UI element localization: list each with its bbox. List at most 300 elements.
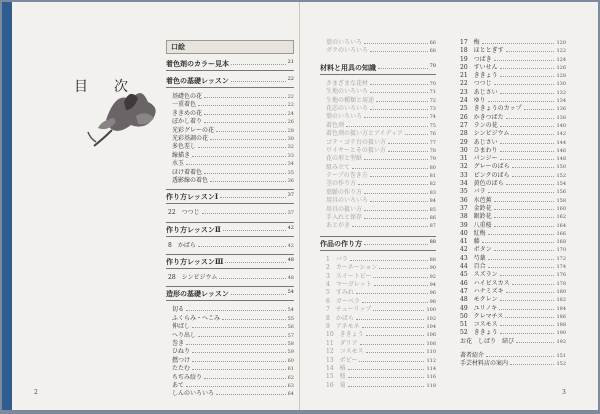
dot-leader	[494, 55, 555, 61]
toc-entry-title: 手入れと保存	[326, 214, 363, 222]
toc-entry-page: 88	[429, 256, 436, 263]
toc-entry-page: 55	[287, 315, 294, 322]
dot-leader	[350, 255, 428, 261]
dot-leader	[505, 312, 554, 318]
toc-entry-title: 50 クレマチス	[460, 312, 504, 320]
toc-entry	[320, 263, 436, 271]
toc-entry-page: 126	[556, 64, 566, 71]
dot-leader	[364, 154, 428, 160]
toc-entry	[166, 159, 294, 167]
toc-entry-page: 59	[287, 349, 294, 356]
dot-leader	[352, 163, 428, 169]
toc-entry-title: たたむ	[172, 365, 191, 373]
toc-entry-page: 176	[556, 272, 566, 279]
toc-entry-title: 30 ひまわり	[460, 146, 498, 154]
toc-entry-title: ちぢみ絞り	[172, 373, 203, 381]
dot-leader	[231, 59, 286, 65]
toc-entry-page: 76	[429, 131, 436, 138]
dot-leader	[186, 381, 286, 387]
dot-leader	[405, 129, 428, 135]
toc-entry-title: 13 ポピー	[326, 356, 358, 364]
toc-entry	[454, 287, 566, 295]
dot-leader	[216, 126, 286, 132]
toc-entry-title: 16 菊	[326, 381, 346, 389]
dot-leader	[358, 179, 428, 185]
dot-leader	[494, 245, 555, 251]
toc-entry-page: 78	[429, 147, 436, 154]
book-spread	[2, 0, 598, 414]
toc-entry	[320, 112, 436, 120]
toc-entry-page: 26	[287, 119, 294, 126]
toc-entry-title: 生地のいろいろ	[326, 88, 369, 96]
toc-entry-page: 75	[429, 122, 436, 129]
toc-entry-page: 58	[287, 341, 294, 348]
toc-entry	[454, 154, 566, 162]
toc-entry	[320, 121, 436, 129]
dot-leader	[379, 263, 427, 269]
toc-entry	[166, 389, 294, 397]
toc-entry-title: さまざまな花材	[326, 79, 369, 87]
toc-section-heading	[166, 254, 294, 269]
toc-entry-title: 9 アネモネ	[326, 322, 360, 330]
toc-entry	[166, 176, 294, 184]
toc-entry	[320, 255, 436, 263]
toc-entry-title: 22 つつじ	[168, 209, 200, 217]
toc-entry-title: 41 藤	[460, 238, 480, 246]
toc-entry-title: 花の形と型紙	[326, 155, 363, 163]
toc-entry-title: ふくらみ・へこみ	[172, 314, 221, 322]
page-edge-strip	[2, 2, 12, 410]
toc-entry	[320, 372, 436, 380]
toc-entry	[454, 55, 566, 63]
toc-section-heading	[166, 76, 294, 88]
toc-entry-title: 1 バラ	[326, 255, 348, 263]
toc-entry-page: 82	[429, 181, 436, 188]
dot-leader	[500, 88, 555, 94]
dot-leader	[348, 372, 425, 378]
toc-entry	[320, 46, 436, 54]
toc-entry	[454, 237, 566, 245]
toc-entry-title: 43 芍薬	[460, 254, 486, 262]
section-title: 造形の基礎レッスン	[166, 289, 229, 299]
toc-entry-page: 85	[429, 206, 436, 213]
toc-entry-title: 5 すみれ	[326, 289, 354, 297]
toc-entry-title: 水玉	[172, 160, 185, 168]
toc-entry-page: 80	[429, 164, 436, 171]
toc-entry	[320, 196, 436, 204]
toc-entry-title: 35 バラ	[460, 188, 486, 196]
dot-leader	[348, 381, 425, 387]
toc-entry	[454, 179, 566, 187]
toc-entry	[454, 262, 566, 270]
dot-leader	[231, 289, 286, 295]
toc-entry-title: 撚つけ	[172, 356, 191, 364]
toc-entry-page: 144	[556, 139, 566, 146]
toc-entry	[320, 188, 436, 196]
toc-entry-page: 77	[429, 139, 436, 146]
dot-leader	[348, 364, 425, 370]
toc-entry-title: 光彩基調の花	[172, 134, 209, 142]
toc-section-heading	[320, 63, 436, 75]
dot-leader	[500, 328, 555, 334]
dot-leader	[378, 63, 428, 69]
dot-leader	[506, 287, 555, 293]
toc-entry-page: 34	[287, 161, 294, 168]
toc-entry-page: 57	[287, 332, 294, 339]
toc-entry-page: 120	[556, 40, 566, 46]
toc-entry-title: へり出し	[172, 331, 197, 339]
toc-entry-page: 122	[556, 48, 566, 55]
toc-entry	[166, 305, 294, 313]
toc-entry-page: 106	[426, 332, 436, 339]
toc-entry	[454, 221, 566, 229]
dot-leader	[388, 138, 428, 144]
toc-entry	[320, 163, 436, 171]
toc-entry	[166, 92, 294, 100]
dot-leader	[500, 270, 555, 276]
toc-entry-title: 7 チューリップ	[326, 306, 372, 314]
dot-leader	[186, 305, 286, 311]
toc-entry-page: 32	[287, 144, 294, 151]
toc-entry-page: 36	[287, 177, 294, 184]
section-page: 54	[287, 289, 294, 296]
toc-entry-page: 160	[556, 205, 566, 212]
toc-entry-page: 148	[556, 156, 566, 163]
toc-entry-title: 線描き	[172, 151, 191, 159]
dot-leader	[500, 121, 555, 127]
toc-entry-title: テープの巻き方	[326, 172, 368, 180]
toc-entry-title: 茎の作り方	[326, 180, 357, 188]
toc-entry-page: 98	[429, 298, 436, 305]
dot-leader	[210, 134, 286, 140]
toc-entry	[320, 339, 436, 347]
toc-entry	[454, 96, 566, 104]
dot-leader	[370, 104, 428, 110]
toc-entry	[454, 304, 566, 312]
toc-entry-page: 174	[556, 264, 566, 271]
toc-entry-title: 52 ききょう	[460, 329, 498, 337]
toc-entry-page: 132	[556, 89, 566, 96]
dot-leader	[352, 221, 428, 227]
toc-entry-page: 158	[556, 197, 566, 204]
toc-entry-title: ぼかし着り	[172, 118, 203, 126]
toc-entry	[320, 96, 436, 104]
toc-entry-page: 184	[556, 305, 566, 312]
toc-entry-page: 116	[426, 374, 436, 381]
section-page: 70	[429, 62, 436, 69]
toc-entry-page: 118	[426, 382, 436, 389]
dot-leader	[186, 159, 286, 165]
dot-leader	[366, 347, 425, 353]
toc-entry	[320, 330, 436, 338]
toc-entry-title: 3 スイートピー	[326, 272, 372, 280]
right-page	[300, 2, 598, 410]
toc-entry	[454, 162, 566, 170]
dot-leader	[494, 79, 555, 85]
toc-entry	[454, 295, 566, 303]
toc-entry	[454, 328, 566, 336]
toc-entry-title: 巻き	[172, 340, 185, 348]
toc-section-heading	[166, 222, 294, 237]
toc-entry	[454, 104, 566, 112]
toc-entry-title: 25 ききょうのカップ	[460, 105, 522, 113]
dot-leader	[370, 196, 428, 202]
toc-entry	[166, 208, 294, 216]
section-page: 88	[429, 238, 436, 245]
toc-entry-title: 19 つばき	[460, 55, 492, 63]
toc-entry-title: 2 カーネーション	[326, 264, 378, 272]
toc-entry-title: 39 八重桜	[460, 221, 492, 229]
toc-entry-title: ワイヤーとその扱い方	[326, 146, 386, 154]
toc-entry-page: 100	[426, 307, 436, 314]
section-page: 42	[287, 224, 294, 231]
section-title: 着色剤のカラー見本	[166, 59, 229, 68]
dot-leader	[192, 151, 286, 157]
left-toc-column	[166, 40, 294, 398]
dot-leader	[204, 168, 286, 174]
toc-entry	[166, 142, 294, 150]
toc-entry-title: 21 ききょう	[460, 72, 498, 80]
toc-entry	[320, 381, 436, 389]
dot-leader	[500, 63, 555, 69]
toc-entry	[320, 288, 436, 296]
toc-entry-page: 108	[426, 340, 436, 347]
dot-leader	[494, 196, 555, 202]
toc-entry-page: 152	[556, 361, 566, 368]
toc-entry	[166, 109, 294, 117]
toc-entry-title: しんのいろいろ	[172, 390, 215, 398]
dot-leader	[500, 71, 555, 77]
toc-entry-page: 146	[556, 147, 566, 154]
toc-entry-title: 40 紅梅	[460, 229, 486, 237]
toc-entry-title: 42 ボタン	[460, 246, 492, 254]
toc-entry-page: 64	[287, 391, 294, 398]
toc-entry-title: 20 すいせん	[460, 63, 498, 71]
dot-leader	[359, 356, 424, 362]
dot-leader	[482, 38, 555, 44]
toc-entry	[454, 71, 566, 79]
toc-entry-title: 生地の種類と用途	[326, 96, 375, 104]
toc-entry-page: 22	[287, 102, 294, 109]
toc-entry	[454, 279, 566, 287]
toc-entry-title: 22 つつじ	[460, 80, 492, 88]
toc-entry-page: 156	[556, 189, 566, 196]
toc-entry-page: 61	[287, 366, 294, 373]
toc-entry-page: 62	[287, 374, 294, 381]
toc-entry-page: 186	[556, 313, 566, 320]
toc-entry-page: 140	[556, 122, 566, 129]
toc-entry-title: 29 あじさい	[460, 138, 498, 146]
dot-leader	[500, 320, 555, 326]
dot-leader	[192, 322, 286, 328]
dot-leader	[204, 109, 286, 115]
toc-entry-title: 28 シンビジウム	[460, 130, 510, 138]
section-title: 作り方レッスンⅢ	[166, 257, 224, 267]
toc-entry-page: 188	[556, 322, 566, 329]
toc-entry	[166, 364, 294, 372]
toc-entry-title: 葉のいろいろ	[326, 39, 363, 46]
dot-leader	[500, 154, 555, 160]
toc-entry-title: 45 スズラン	[460, 271, 498, 279]
toc-entry	[320, 179, 436, 187]
dot-leader	[486, 351, 554, 357]
toc-entry	[320, 138, 436, 146]
dot-leader	[198, 100, 286, 106]
dot-leader	[192, 364, 286, 370]
toc-entry	[166, 117, 294, 125]
dot-leader	[204, 373, 286, 379]
toc-entry	[454, 204, 566, 212]
toc-entry-title: 49 ユリノキ	[460, 304, 498, 312]
toc-entry	[454, 88, 566, 96]
dot-leader	[216, 389, 286, 395]
toc-entry-page: 154	[556, 181, 566, 188]
toc-entry-title: 多色差し	[172, 143, 197, 151]
toc-entry-page: 134	[556, 98, 566, 105]
dot-leader	[192, 347, 286, 353]
toc-entry-page: 182	[556, 297, 566, 304]
dot-leader	[506, 113, 555, 119]
toc-entry	[166, 100, 294, 108]
toc-entry-title: 33 ピンクのばら	[460, 171, 510, 179]
toc-entry-page: 87	[429, 223, 436, 230]
toc-entry	[166, 241, 294, 249]
toc-entry-page: 124	[556, 56, 566, 63]
toc-entry	[454, 245, 566, 253]
dot-leader	[500, 138, 555, 144]
dot-leader	[512, 171, 555, 177]
dot-leader	[488, 96, 555, 102]
toc-entry-title: お花 しばり 結び	[460, 337, 515, 345]
toc-entry	[320, 364, 436, 372]
toc-entry-page: 54	[287, 307, 294, 314]
toc-entry	[320, 205, 436, 213]
dot-leader	[488, 229, 555, 235]
dot-leader	[506, 46, 555, 52]
toc-entry-title: 44 百合	[460, 263, 486, 271]
section-title: 作品の作り方	[320, 238, 362, 248]
toc-entry-title: 切る	[172, 306, 185, 314]
toc-entry	[320, 104, 436, 112]
dot-leader	[494, 204, 555, 210]
toc-entry-page: 150	[556, 164, 566, 171]
toc-entry-page: 138	[556, 114, 566, 121]
toc-entry-title: 葉のいろいろ	[326, 113, 363, 121]
toc-entry	[320, 272, 436, 280]
toc-entry	[320, 79, 436, 87]
page-number-left: 2	[34, 389, 38, 396]
toc-entry	[166, 331, 294, 339]
toc-entry	[320, 171, 436, 179]
toc-entry-title: 透影線の着色	[172, 176, 209, 184]
toc-entry-title: 11 ダリア	[326, 339, 358, 347]
dot-leader	[364, 205, 428, 211]
dot-leader	[512, 279, 555, 285]
toc-entry-page: 92	[429, 273, 436, 280]
toc-entry-title: ガクのいろいろ	[326, 47, 369, 55]
toc-entry-title: 23 あじさい	[460, 88, 498, 96]
toc-entry-page: 28	[287, 127, 294, 134]
toc-entry-page: 90	[429, 265, 436, 272]
toc-entry	[166, 151, 294, 159]
toc-title: 目 次	[74, 79, 134, 95]
dot-leader	[500, 295, 555, 301]
dot-leader	[500, 146, 555, 152]
toc-entry-page: 114	[426, 365, 436, 372]
toc-entry-page: 152	[556, 172, 566, 179]
toc-entry-title: あて	[172, 381, 185, 389]
dot-leader	[356, 314, 425, 320]
dot-leader	[364, 239, 428, 245]
left-page	[2, 2, 300, 410]
toc-entry	[454, 79, 566, 87]
dot-leader	[524, 104, 555, 110]
toc-entry-title: 用具のいろいろ	[326, 197, 369, 205]
dot-leader	[223, 225, 286, 231]
toc-entry-page: 81	[429, 173, 436, 180]
toc-entry-page: 84	[429, 198, 436, 205]
toc-entry-title: あとがき	[326, 222, 351, 230]
toc-entry-title: 12 コスモス	[326, 348, 364, 356]
dot-leader	[506, 179, 555, 185]
toc-entry-title: ゴテ・ゴテ台の扱い方	[326, 138, 387, 146]
toc-entry-title: 47 ハナミズキ	[460, 287, 504, 295]
toc-entry-title: 手芸材料店の案内	[460, 360, 509, 368]
dot-leader	[370, 171, 428, 177]
toc-entry-title: 4 マーガレット	[326, 280, 372, 288]
dot-leader	[516, 337, 554, 343]
toc-section-heading	[320, 236, 436, 251]
dot-leader	[373, 272, 427, 278]
toc-entry	[320, 129, 436, 137]
dot-leader	[202, 208, 286, 214]
dot-leader	[370, 79, 428, 85]
section-page: 48	[287, 257, 294, 264]
toc-entry	[454, 320, 566, 328]
toc-entry-title: ひねり	[172, 348, 191, 356]
toc-entry-title: 46 ハイビスカス	[460, 279, 510, 287]
section-page: 22	[287, 76, 294, 82]
dot-leader	[362, 297, 428, 303]
toc-entry-page: 162	[556, 214, 566, 221]
dot-leader	[198, 241, 286, 247]
toc-entry-title: 一重着色	[172, 101, 197, 109]
toc-entry-page: 170	[556, 247, 566, 254]
dot-leader	[494, 221, 555, 227]
toc-entry-title: 36 水芭蕉	[460, 196, 492, 204]
dot-leader	[222, 314, 286, 320]
toc-entry-title: 基礎色の花	[172, 93, 203, 100]
toc-entry-title: 葉脈の作り方	[326, 188, 363, 196]
toc-entry	[320, 347, 436, 355]
toc-entry	[454, 212, 566, 220]
toc-entry-page: 86	[429, 215, 436, 222]
dot-leader	[510, 359, 554, 365]
toc-entry-page: 71	[429, 89, 436, 96]
toc-entry-title: ききめの花	[172, 109, 203, 117]
toc-entry	[320, 314, 436, 322]
right-toc-column-2	[454, 38, 566, 368]
toc-entry	[454, 38, 566, 46]
dot-leader	[511, 129, 554, 135]
dot-leader	[488, 254, 555, 260]
toc-entry	[454, 351, 566, 359]
iris-illustration	[86, 80, 166, 150]
toc-entry-title: ほけ着着色	[172, 168, 203, 176]
toc-entry-page: 166	[556, 230, 566, 237]
toc-entry	[454, 270, 566, 278]
dot-leader	[210, 176, 286, 182]
